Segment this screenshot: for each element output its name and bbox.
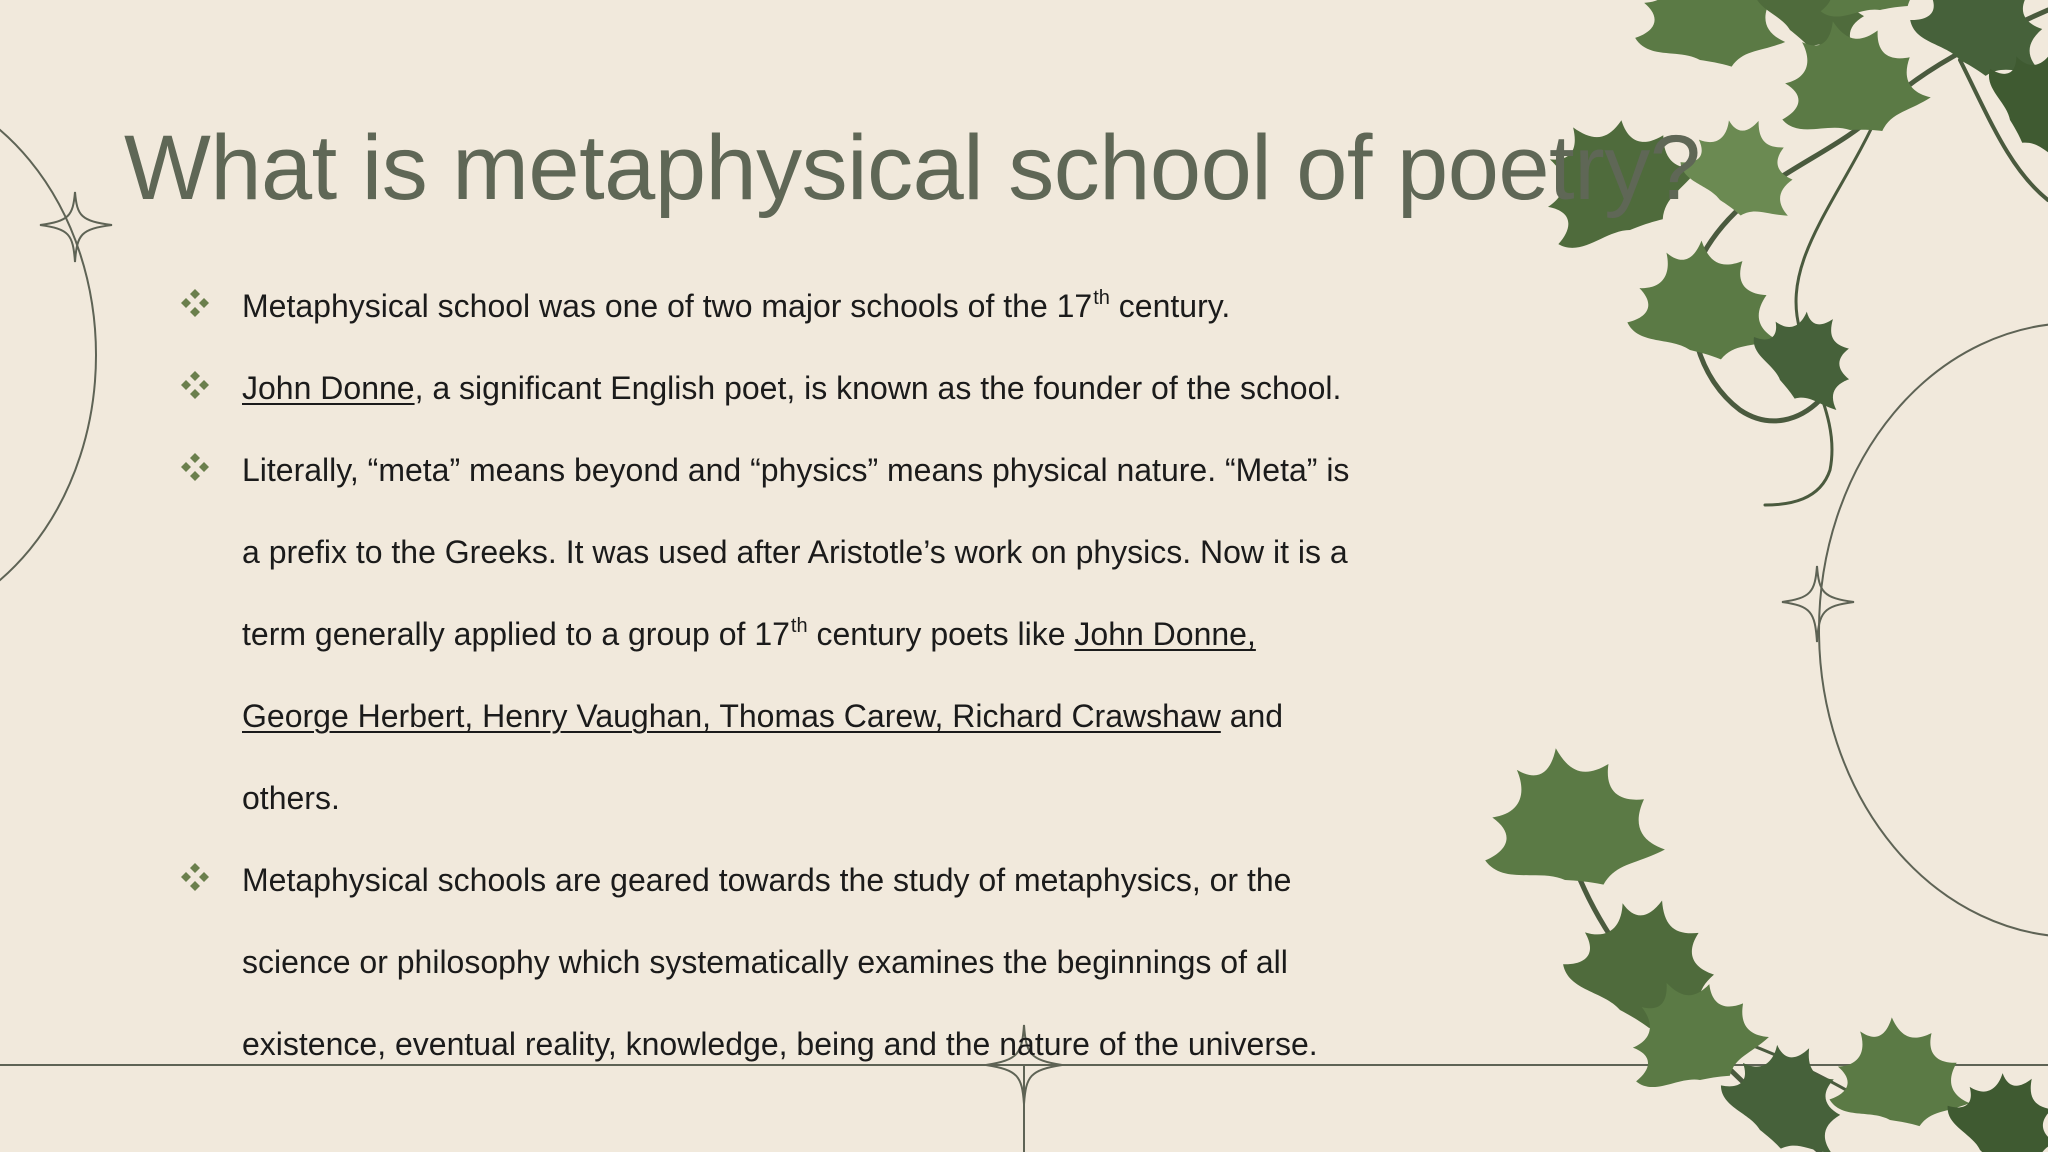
bullet-line bbox=[242, 696, 1283, 736]
bullet-line bbox=[242, 942, 1288, 982]
bullet-line bbox=[242, 532, 1348, 572]
four-petal-diamond-icon bbox=[180, 370, 210, 400]
line-text: century poets like bbox=[807, 616, 1075, 652]
line-text: existence, eventual reality, knowledge, being and the nature of the universe. bbox=[242, 1026, 1318, 1062]
line-text: Literally, “meta” means beyond and “physics” means physical nature. “Meta” is bbox=[242, 452, 1350, 488]
four-petal-diamond-icon bbox=[180, 288, 210, 318]
four-petal-diamond-icon bbox=[180, 452, 210, 482]
line-text: science or philosophy which systematically examines the beginnings of all bbox=[242, 944, 1288, 980]
bullet-line bbox=[242, 778, 340, 818]
person-name-link[interactable]: John Donne, bbox=[1074, 616, 1256, 652]
line-text: Metaphysical school was one of two major schools of the 17 bbox=[242, 288, 1093, 324]
line-text: century. bbox=[1109, 288, 1231, 324]
ordinal-superscript: th bbox=[790, 615, 808, 637]
line-text: term generally applied to a group of 17 bbox=[242, 616, 790, 652]
bullet-line bbox=[242, 286, 1230, 326]
ordinal-superscript: th bbox=[1093, 287, 1110, 309]
bullet-line bbox=[242, 368, 1341, 408]
bullet-line bbox=[242, 1024, 1318, 1064]
four-petal-diamond-icon bbox=[180, 862, 210, 892]
line-text: , a significant English poet, is known as the founder of the school. bbox=[414, 370, 1342, 406]
bullet-line bbox=[242, 860, 1291, 900]
bullet-line bbox=[242, 450, 1349, 490]
line-text: Metaphysical schools are geared towards the study of metaphysics, or the bbox=[242, 862, 1292, 898]
line-text: a prefix to the Greeks. It was used after Aristotle’s work on physics. Now it is a bbox=[242, 534, 1348, 570]
person-name-link[interactable]: John Donne bbox=[242, 370, 415, 406]
line-text: others. bbox=[242, 780, 340, 816]
line-text: and bbox=[1220, 698, 1284, 734]
person-name-link[interactable]: George Herbert, Henry Vaughan, Thomas Carew, Richard Crawshaw bbox=[242, 698, 1221, 734]
page-title: What is metaphysical school of poetry? bbox=[124, 117, 1701, 219]
bullet-line bbox=[242, 614, 1256, 654]
